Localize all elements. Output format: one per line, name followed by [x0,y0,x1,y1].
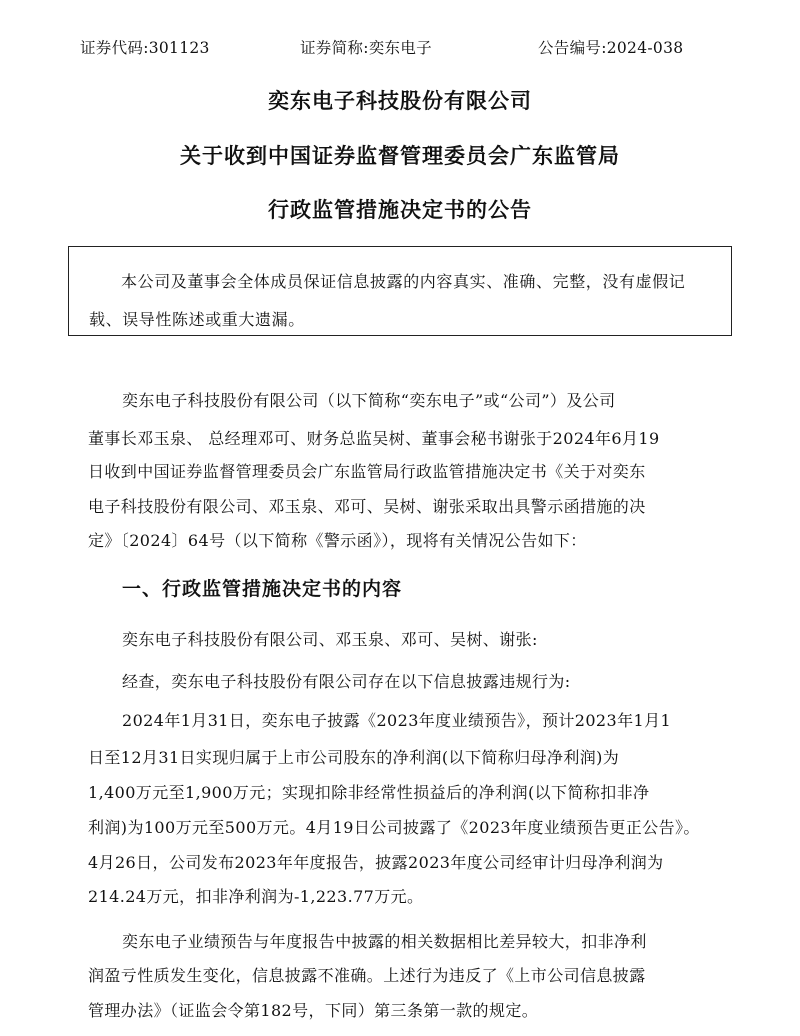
addressees-line: 奕东电子科技股份有限公司、邓玉泉、邓可、吴树、谢张: [122,630,538,649]
conclusion-line-3: 管理办法》（证监会令第182号，下同）第三条第一款的规定。 [88,1001,539,1020]
detail-line-3: 1,400万元至1,900万元；实现扣除非经常性损益后的净利润(以下简称扣非净 [88,783,650,802]
detail-line-2: 日至12月31日实现归属于上市公司股东的净利润(以下简称归母净利润)为 [88,748,620,767]
intro-line-3: 日收到中国证券监督管理委员会广东监管局行政监管措施决定书《关于对奕东 [88,462,646,481]
finding-line: 经查，奕东电子科技股份有限公司存在以下信息披露违规行为: [122,672,571,691]
disclaimer-box [68,246,732,336]
detail-line-5: 4月26日，公司发布2023年年度报告，披露2023年度公司经审计归母净利润为 [88,853,664,872]
intro-line-2: 董事长邓玉泉、 总经理邓可、财务总监吴树、董事会秘书谢张于2024年6月19 [88,429,660,448]
detail-line-1: 2024年1月31日，奕东电子披露《2023年度业绩预告》，预计2023年1月1 [122,711,672,730]
disclaimer-text: 本公司及董事会全体成员保证信息披露的内容真实、准确、完整，没有虚假记载、误导性陈述或重大遗漏。 [89,272,686,329]
detail-line-6: 214.24万元，扣非净利润为-1,223.77万元。 [88,887,424,906]
announcement-title-line-1: 关于收到中国证券监督管理委员会广东监管局 [180,144,620,168]
company-title: 奕东电子科技股份有限公司 [268,89,532,113]
conclusion-line-1: 奕东电子业绩预告与年度报告中披露的相关数据相比差异较大，扣非净利 [122,932,647,951]
announcement-title-line-2: 行政监管措施决定书的公告 [268,198,532,222]
intro-line-4: 电子科技股份有限公司、邓玉泉、邓可、吴树、谢张采取出具警示函措施的决 [88,497,646,516]
intro-line-5: 定》〔2024〕64号（以下简称《警示函》），现将有关情况公告如下： [88,531,587,550]
stock-code: 证券代码:301123 [80,39,210,57]
section-heading: 一、行政监管措施决定书的内容 [122,578,403,600]
detail-line-4: 利润)为100万元至500万元。4月19日公司披露了《2023年度业绩预告更正公告》。 [88,818,700,837]
intro-line-1: 奕东电子科技股份有限公司（以下简称“奕东电子”或“公司”）及公司 [122,391,616,410]
announcement-number: 公告编号:2024-038 [538,39,684,57]
conclusion-line-2: 润盈亏性质发生变化，信息披露不准确。上述行为违反了《上市公司信息披露 [88,966,646,985]
stock-abbreviation: 证券简称:奕东电子 [300,39,432,57]
